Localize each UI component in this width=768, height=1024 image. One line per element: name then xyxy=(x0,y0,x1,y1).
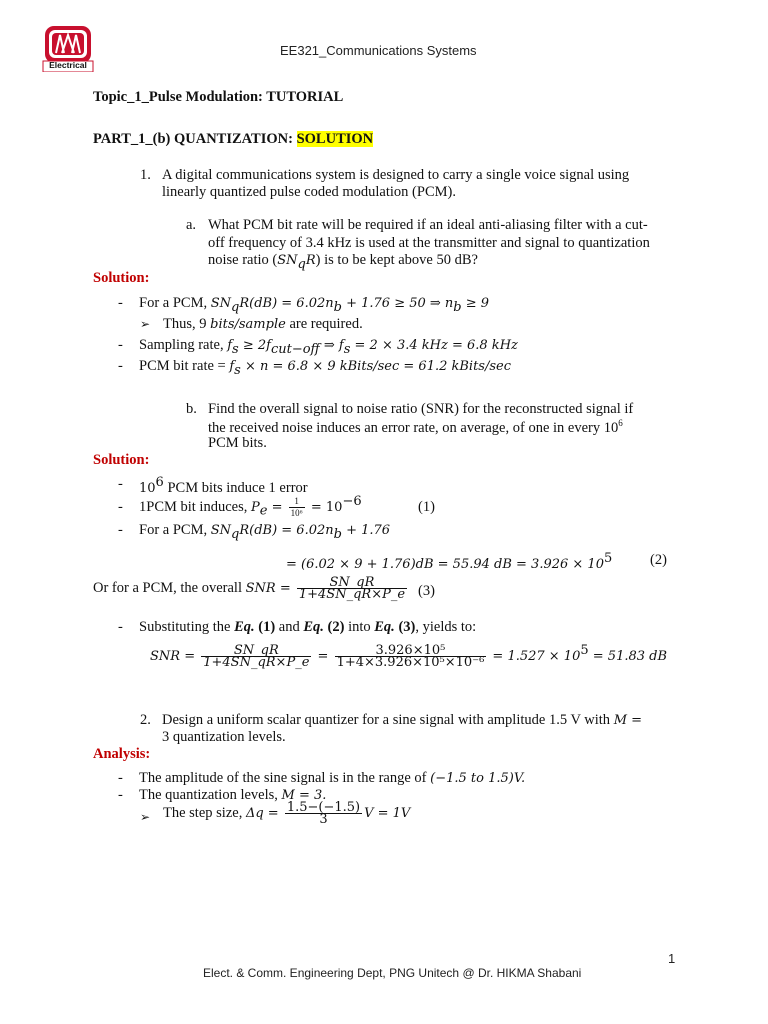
eq-ref-1: (1) xyxy=(418,499,435,515)
t3-math: SN xyxy=(210,523,231,538)
pe-fraction-den: 10⁶ xyxy=(290,508,303,518)
s1-sub2: b xyxy=(333,299,342,315)
s1a-math: bits/sample xyxy=(210,317,286,332)
big-eq2: = xyxy=(313,648,333,664)
q1b-line2 xyxy=(208,418,623,437)
part-title-prefix: PART_1_(b) QUANTIZATION: xyxy=(93,131,297,147)
u1-math: (−1.5 to 1.5)V. xyxy=(430,771,526,786)
bullet-dash: - xyxy=(118,358,123,374)
s2-rest2: ⇒ f xyxy=(319,338,344,353)
solution-a-line2 xyxy=(163,316,363,333)
bullet-dash: - xyxy=(118,499,123,515)
s3-sub: s xyxy=(234,362,241,378)
snqr-math-r: R xyxy=(305,253,316,268)
q1b-line3: PCM bits. xyxy=(208,435,267,451)
s2-math: f xyxy=(227,338,233,353)
sub-and: and xyxy=(275,619,304,635)
eq-ref-3: (3) xyxy=(418,583,435,599)
q2-line2: 3 quantization levels. xyxy=(162,729,286,745)
q1a-label: a. xyxy=(186,217,197,233)
q1a-line1: What PCM bit rate will be required if an ideal anti-aliasing filter with a cut- xyxy=(208,217,648,233)
t1-post: PCM bits induce 1 error xyxy=(163,479,308,496)
bullet-dash: - xyxy=(118,787,123,803)
snqr-math: SN xyxy=(277,253,298,268)
topic-title: Topic_1_Pulse Modulation: TUTORIAL xyxy=(93,89,344,105)
step-size-den: 3 xyxy=(319,812,328,827)
sub-1: (1) xyxy=(254,619,276,635)
s1-rest2: + 1.76 ≥ 50 ⇒ n xyxy=(341,296,454,311)
eq-ref-2: (2) xyxy=(650,552,667,568)
q1a-line2: off frequency of 3.4 kHz is used at the transmitter and signal to quantization xyxy=(208,235,650,251)
u2-math: M = 3. xyxy=(281,788,327,803)
q1-line2: linearly quantized pulse coded modulation (PCM). xyxy=(162,184,456,200)
t2-pre: 1PCM bit induces, xyxy=(139,498,251,515)
pe-fraction-num: 1 xyxy=(289,496,305,508)
big-fraction-1-den: 1+4SN_qR×P_e xyxy=(203,655,310,670)
logo-text: Electrical xyxy=(49,60,87,70)
s2-rest3: = 2 × 3.4 kHz = 6.8 kHz xyxy=(350,338,518,353)
sub-post: , yields to: xyxy=(415,619,477,635)
solution-label-b: Solution: xyxy=(93,452,150,468)
t3-sub2: b xyxy=(333,526,342,542)
q1a-line3-post: ) is to be kept above 50 dB? xyxy=(315,252,478,268)
or-math: SNR xyxy=(245,580,276,596)
pe-fraction xyxy=(289,496,305,519)
solution-b-line3 xyxy=(139,522,390,542)
q2-line1 xyxy=(162,712,642,729)
solution-highlight: SOLUTION xyxy=(296,131,374,147)
part-title xyxy=(93,131,373,148)
q1a-line3-pre: noise ratio ( xyxy=(208,252,278,268)
solution-a-line1 xyxy=(139,295,489,315)
s1-sub3: b xyxy=(453,299,462,315)
q2-line1-post: = xyxy=(627,713,643,728)
solution-b-line4 xyxy=(286,551,612,573)
course-title: EE321_Communications Systems xyxy=(280,43,477,58)
sub-pre: Substituting the xyxy=(139,619,235,635)
t3-rest2: + 1.76 xyxy=(341,523,391,538)
s1-rest3: ≥ 9 xyxy=(461,296,490,311)
u3-pre: The step size, xyxy=(163,804,246,821)
or-eq: = xyxy=(275,580,295,596)
s2-sub2: cut−off xyxy=(270,341,320,357)
s1-math: SN xyxy=(210,296,231,311)
q1a-line3 xyxy=(208,252,478,272)
s3-rest: × n = 6.8 × 9 kBits/sec = 61.2 kBits/sec xyxy=(240,359,512,374)
sub-2: (2) xyxy=(323,619,345,635)
t3-rest: R(dB) = 6.02n xyxy=(239,523,334,538)
bullet-dash: - xyxy=(118,295,123,311)
bullet-dash: - xyxy=(118,476,123,492)
t3-sub: q xyxy=(231,526,240,542)
sub-3: (3) xyxy=(394,619,416,635)
or-pre: Or for a PCM, the overall xyxy=(93,579,246,596)
t1-sup: 6 xyxy=(155,475,164,490)
bullet-dash: - xyxy=(118,770,123,786)
s2-rest: ≥ 2f xyxy=(238,338,271,353)
q1b-line2-sup: 6 xyxy=(618,418,623,428)
q1b-line1: Find the overall signal to noise ratio (SNR) for the reconstructed signal if xyxy=(208,401,634,417)
q1-number: 1. xyxy=(140,167,151,183)
q1-line1: A digital communications system is designed to carry a single voice signal using xyxy=(162,167,630,183)
big-fraction-2-den: 1+4×3.926×10⁵×10⁻⁶ xyxy=(336,655,485,670)
analysis-line3 xyxy=(163,802,410,825)
snr-fraction-num: SN_qR xyxy=(297,577,407,589)
footer-text: Elect. & Comm. Engineering Dept, PNG Unitech @ Dr. HIKMA Shabani xyxy=(203,966,582,980)
t2-math: P xyxy=(250,499,260,515)
u2-pre: The quantization levels, xyxy=(139,787,282,803)
snr-fraction-den: 1+4SN_qR×P_e xyxy=(298,587,406,602)
u1-pre: The amplitude of the sine signal is in the range of xyxy=(139,770,431,786)
q2-line1-pre: Design a uniform scalar quantizer for a sine signal with amplitude 1.5 V with xyxy=(162,712,614,728)
analysis-line1 xyxy=(139,770,525,787)
t1-math: 10 xyxy=(139,480,156,496)
t2-sub: e xyxy=(259,503,268,519)
snr-fraction xyxy=(297,577,407,600)
big-rest2: = 51.83 dB xyxy=(588,648,668,664)
big-rest: = 1.527 × 10 xyxy=(488,648,581,664)
t2-eq: = xyxy=(267,499,287,515)
s1a-pre: Thus, 9 xyxy=(163,316,211,332)
big-fraction-1 xyxy=(201,645,311,668)
sub-into: into xyxy=(344,619,375,635)
big-fraction-2 xyxy=(335,645,487,668)
q2-number: 2. xyxy=(140,712,151,728)
sub-eq3: Eq. xyxy=(374,619,395,635)
solution-b-line2 xyxy=(139,494,362,519)
big-fraction-2-num: 3.926×10⁵ xyxy=(335,645,487,657)
step-size-num: 1.5−(−1.5) xyxy=(286,800,361,815)
s1-rest: R(dB) = 6.02n xyxy=(239,296,334,311)
solution-label-a: Solution: xyxy=(93,270,150,286)
t3-pre: For a PCM, xyxy=(139,522,211,538)
q1b-label: b. xyxy=(186,401,197,417)
logo xyxy=(42,25,94,72)
analysis-label: Analysis: xyxy=(93,746,151,762)
s3-math: f xyxy=(229,359,235,374)
sub-eq1: Eq. xyxy=(234,619,255,635)
solution-a-line4 xyxy=(139,358,511,378)
substituting-line xyxy=(139,619,476,636)
s1-pre: For a PCM, xyxy=(139,295,211,311)
bullet-dash: - xyxy=(118,337,123,353)
solution-a-line3 xyxy=(139,337,518,357)
s3-pre: PCM bit rate = xyxy=(139,358,230,374)
q2-line1-math: M xyxy=(613,713,627,728)
u3-math: Δq = xyxy=(245,805,283,821)
t4-sup: 5 xyxy=(603,551,613,566)
big-sup: 5 xyxy=(580,643,589,658)
t4-math: = (6.02 × 9 + 1.76)dB = 55.94 dB = 3.926 × 10 xyxy=(286,556,604,572)
s1-sub: q xyxy=(231,299,240,315)
sub-eq2: Eq. xyxy=(303,619,324,635)
big-fraction-1-num: SN_qR xyxy=(201,645,311,657)
arrow-bullet-icon: ➢ xyxy=(140,810,151,824)
bullet-dash: - xyxy=(118,619,123,635)
final-snr-equation xyxy=(150,643,667,668)
t2-rest: = 10 xyxy=(306,499,343,515)
overall-snr-line xyxy=(93,577,409,600)
bullet-dash: - xyxy=(118,522,123,538)
arrow-bullet-icon: ➢ xyxy=(140,317,151,331)
s2-sub3: s xyxy=(343,341,351,357)
t2-sup: −6 xyxy=(342,494,362,509)
step-size-fraction xyxy=(285,802,362,825)
snqr-sub: q xyxy=(297,256,306,272)
u3-rest: V = 1V xyxy=(364,805,411,821)
big-lhs: SNR = xyxy=(150,648,200,664)
s1a-post: are required. xyxy=(285,316,363,332)
q1b-line2-text: the received noise induces an error rate, on average, of one in every 10 xyxy=(208,419,619,436)
page-number: 1 xyxy=(668,951,676,966)
s2-pre: Sampling rate, xyxy=(139,337,228,353)
s2-sub: s xyxy=(232,341,239,357)
